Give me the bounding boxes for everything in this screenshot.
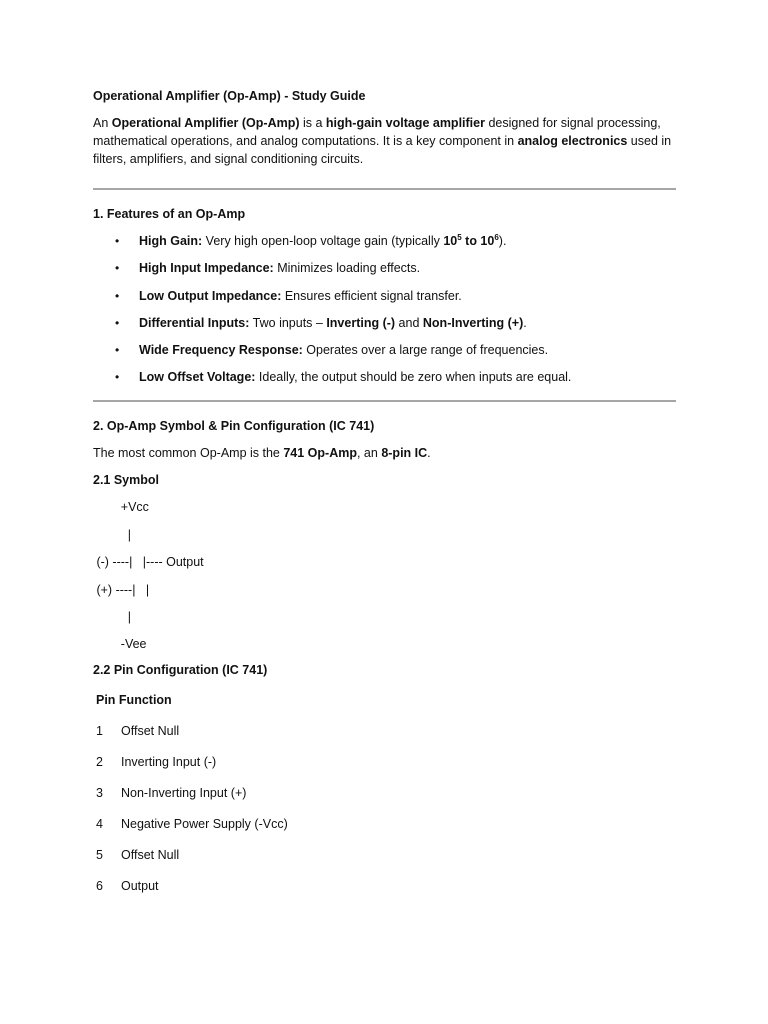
feature-text: Two inputs – bbox=[249, 315, 327, 330]
pin-config-heading: 2.2 Pin Configuration (IC 741) bbox=[93, 663, 268, 678]
gain-base: to 10 bbox=[461, 234, 495, 248]
pin-function: Inverting Input (-) bbox=[121, 755, 217, 770]
section2-heading: 2. Op-Amp Symbol & Pin Configuration (IC 741) bbox=[93, 419, 375, 434]
para-text: . bbox=[427, 446, 431, 461]
feature-strong bbox=[443, 234, 498, 248]
feature-item-high-gain bbox=[93, 231, 676, 251]
section-divider bbox=[93, 188, 676, 190]
feature-text: ). bbox=[498, 234, 507, 248]
bullet-icon: • bbox=[115, 315, 120, 330]
symbol-line: (+) ----| | bbox=[93, 582, 150, 597]
pin-number: 2 bbox=[96, 755, 103, 770]
feature-label: Differential Inputs: bbox=[139, 315, 250, 330]
intro-bold-term: high-gain voltage amplifier bbox=[325, 116, 485, 130]
bullet-icon: • bbox=[115, 288, 120, 303]
feature-text: Minimizes loading effects. bbox=[273, 261, 421, 276]
feature-label: High Input Impedance: bbox=[139, 261, 274, 276]
para-bold: 741 Op-Amp bbox=[283, 446, 357, 461]
pin-number: 4 bbox=[96, 817, 103, 832]
feature-item-input-impedance bbox=[93, 258, 676, 278]
pin-function: Negative Power Supply (-Vcc) bbox=[121, 817, 288, 832]
feature-text: and bbox=[395, 315, 423, 330]
pin-row bbox=[93, 752, 676, 772]
pin-row bbox=[93, 845, 676, 865]
gain-exponent: 5 bbox=[457, 232, 462, 242]
feature-label: Low Offset Voltage: bbox=[139, 370, 256, 385]
bullet-icon: • bbox=[115, 370, 120, 385]
pin-function: Offset Null bbox=[121, 848, 180, 863]
feature-label: Wide Frequency Response: bbox=[139, 343, 303, 358]
feature-text: Very high open-loop voltage gain (typically bbox=[202, 234, 444, 248]
intro-bold-term: analog electronics bbox=[517, 134, 628, 148]
section-divider bbox=[93, 400, 676, 402]
document-title: Operational Amplifier (Op-Amp) - Study Guide bbox=[93, 89, 366, 103]
pin-number: 1 bbox=[96, 724, 103, 739]
symbol-line: | bbox=[93, 527, 131, 542]
feature-item-offset-voltage bbox=[93, 367, 676, 387]
pin-table-header: Pin Function bbox=[96, 693, 172, 708]
pin-row bbox=[93, 721, 676, 741]
bullet-icon: • bbox=[115, 343, 120, 358]
gain-exponent: 6 bbox=[494, 232, 499, 242]
section2-paragraph bbox=[93, 443, 676, 463]
intro-text: used in filters, amplifiers, and signal conditioning circuits. bbox=[93, 134, 672, 166]
pin-number: 3 bbox=[96, 786, 103, 801]
feature-text: Ensures efficient signal transfer. bbox=[281, 288, 462, 303]
pin-row bbox=[93, 814, 676, 834]
pin-row bbox=[93, 876, 676, 896]
pin-number: 5 bbox=[96, 848, 103, 863]
feature-item-output-impedance bbox=[93, 286, 676, 306]
symbol-line: | bbox=[93, 610, 131, 625]
pin-table bbox=[93, 721, 676, 896]
features-heading: 1. Features of an Op-Amp bbox=[93, 207, 246, 221]
bullet-icon: • bbox=[115, 261, 120, 276]
pin-function: Non-Inverting Input (+) bbox=[121, 786, 247, 801]
symbol-line: +Vcc bbox=[93, 500, 149, 515]
feature-text: Operates over a large range of frequencies. bbox=[302, 343, 549, 358]
symbol-line: (-) ----| |---- Output bbox=[93, 555, 204, 570]
bullet-icon: • bbox=[115, 234, 120, 248]
feature-item-frequency-response bbox=[93, 340, 676, 360]
intro-text: is a bbox=[299, 116, 326, 130]
feature-text: . bbox=[523, 315, 527, 330]
intro-text: An bbox=[93, 116, 112, 130]
pin-row bbox=[93, 783, 676, 803]
para-text: The most common Op-Amp is the bbox=[93, 446, 284, 461]
features-list bbox=[93, 231, 676, 387]
para-bold: 8-pin IC bbox=[381, 446, 428, 461]
feature-label: High Gain: bbox=[139, 234, 203, 248]
document-page bbox=[93, 86, 676, 896]
opamp-symbol-diagram bbox=[93, 497, 676, 654]
intro-text: designed for signal processing, mathematical operations, and analog computations. It is a key component in bbox=[93, 116, 661, 148]
feature-text: Ideally, the output should be zero when inputs are equal. bbox=[255, 370, 572, 385]
feature-label: Low Output Impedance: bbox=[139, 288, 282, 303]
intro-paragraph bbox=[93, 114, 676, 168]
pin-function: Offset Null bbox=[121, 724, 180, 739]
pin-number: 6 bbox=[96, 879, 103, 894]
intro-bold-term: Operational Amplifier (Op-Amp) bbox=[111, 116, 300, 130]
symbol-heading: 2.1 Symbol bbox=[93, 473, 159, 488]
feature-strong: Non-Inverting (+) bbox=[422, 315, 524, 330]
feature-item-differential-inputs bbox=[93, 313, 676, 333]
pin-function: Output bbox=[121, 879, 159, 894]
feature-strong: Inverting (-) bbox=[326, 315, 396, 330]
para-text: , an bbox=[356, 446, 382, 461]
gain-base: 10 bbox=[443, 234, 458, 248]
symbol-line: -Vee bbox=[93, 637, 147, 652]
